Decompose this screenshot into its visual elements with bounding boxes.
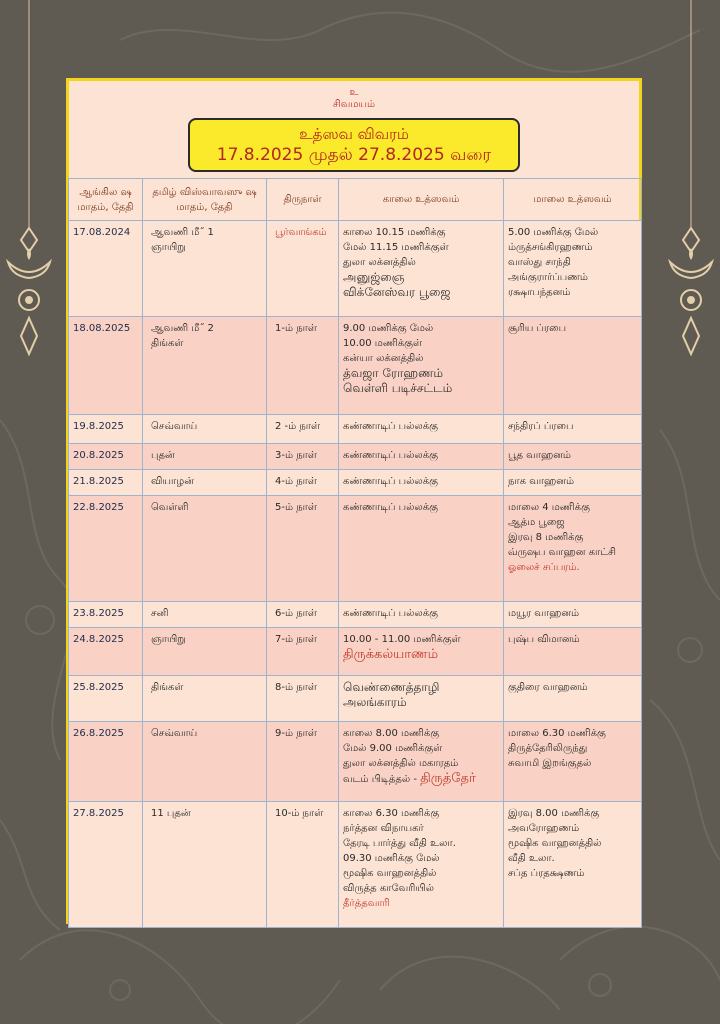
english-date: 17.08.2024 xyxy=(73,227,131,238)
morning-highlight: வெள்ளி படிச்சட்டம் xyxy=(343,381,453,395)
tamil-date: ஞாயிறு xyxy=(151,242,186,253)
english-date-cell xyxy=(69,415,143,444)
tamil-date: புதன் xyxy=(151,450,175,461)
evening-text: பூத வாஹனம் xyxy=(508,450,571,461)
english-date: 23.8.2025 xyxy=(73,608,124,619)
column-header-english-date: ஆங்கில ஷ மாதம், தேதி xyxy=(69,179,143,221)
morning-cell xyxy=(339,628,504,676)
tamil-date: வெள்ளி xyxy=(151,502,189,513)
column-header-day: திருநாள் xyxy=(267,179,339,221)
english-date-cell xyxy=(69,628,143,676)
morning-cell xyxy=(339,221,504,317)
morning-text: மூஷிக வாஹனத்தில் xyxy=(343,868,437,879)
morning-cell xyxy=(339,602,504,628)
morning-text: கண்ணாடிப் பல்லக்கு xyxy=(343,450,438,461)
english-date: 21.8.2025 xyxy=(73,476,124,487)
day-cell xyxy=(267,628,339,676)
evening-cell xyxy=(504,415,642,444)
festival-day: 4-ம் நாள் xyxy=(275,476,317,487)
morning-text: மேல் 9.00 மணிக்குள் xyxy=(343,743,443,754)
english-date-cell xyxy=(69,802,143,928)
oil-lamp-icon xyxy=(4,0,54,380)
tamil-date-cell xyxy=(143,676,267,722)
day-cell xyxy=(267,221,339,317)
morning-text: துலா லக்னத்தில் xyxy=(343,257,416,268)
evening-text: வீதி உலா. xyxy=(508,853,555,864)
tamil-date-cell xyxy=(143,415,267,444)
festival-day: 5-ம் நாள் xyxy=(275,502,317,513)
evening-text: மாலை 6.30 மணிக்கு xyxy=(508,728,606,739)
schedule-table xyxy=(68,178,642,928)
festival-day: 3-ம் நாள் xyxy=(275,450,317,461)
evening-text: இரவு 8.00 மணிக்கு xyxy=(508,808,600,819)
thiruther-highlight: திருத்தேர் xyxy=(420,771,476,786)
english-date-cell xyxy=(69,676,143,722)
festival-day: 9-ம் நாள் xyxy=(275,728,317,739)
evening-text: குதிரை வாஹனம் xyxy=(508,682,588,693)
om-symbol: உ xyxy=(349,87,359,98)
morning-text: காலை 8.00 மணிக்கு xyxy=(343,728,440,739)
morning-text: வடம் பிடித்தல் - xyxy=(343,774,421,785)
table-row xyxy=(69,444,642,470)
sivamayam-heading: சிவமயம் xyxy=(332,99,376,110)
english-date: 27.8.2025 xyxy=(73,808,124,819)
schedule-body xyxy=(69,221,642,928)
day-cell xyxy=(267,470,339,496)
tamil-date: செவ்வாய் xyxy=(151,421,198,432)
column-header-morning: காலை உத்ஸவம் xyxy=(339,179,504,221)
english-date-cell xyxy=(69,602,143,628)
evening-cell xyxy=(504,628,642,676)
morning-cell xyxy=(339,415,504,444)
morning-text: 9.00 மணிக்கு மேல் xyxy=(343,323,434,334)
english-date-cell xyxy=(69,221,143,317)
evening-highlight: சப்பரம். xyxy=(539,562,580,573)
theerthavari-highlight: தீர்த்தவாரி xyxy=(343,898,390,909)
evening-text: 5.00 மணிக்கு மேல் xyxy=(508,227,599,238)
evening-cell xyxy=(504,802,642,928)
morning-text: கண்ணாடிப் பல்லக்கு xyxy=(343,476,438,487)
day-cell xyxy=(267,444,339,470)
evening-text: சூரிய ப்ரபை xyxy=(508,323,567,334)
morning-text: துலா லக்னத்தில் மகாரதம் xyxy=(343,758,459,769)
english-date-cell xyxy=(69,496,143,602)
morning-text: தேரடி பார்த்து வீதி உலா. xyxy=(343,838,456,849)
morning-highlight: வெண்ணைத்தாழி xyxy=(343,680,440,694)
evening-text: அங்குரார்ப்பணம் xyxy=(508,272,588,283)
day-cell xyxy=(267,722,339,802)
tamil-date-cell xyxy=(143,470,267,496)
evening-text: ம்ருத்சங்கிரஹணம் xyxy=(508,242,593,253)
english-date: 26.8.2025 xyxy=(73,728,124,739)
english-date-cell xyxy=(69,470,143,496)
tamil-date: 11 புதன் xyxy=(151,808,191,819)
evening-text: புஷ்ப விமானம் xyxy=(508,634,580,645)
morning-highlight: அலங்காரம் xyxy=(343,695,407,709)
day-cell xyxy=(267,317,339,415)
evening-cell xyxy=(504,496,642,602)
page-title: உத்ஸவ விவரம் xyxy=(299,125,409,143)
morning-cell xyxy=(339,470,504,496)
festival-schedule-sheet xyxy=(66,78,642,924)
page-subtitle: 17.8.2025 முதல் 27.8.2025 வரை xyxy=(216,145,492,165)
evening-text: சுவாமி இறங்குதல் xyxy=(508,758,592,769)
evening-text: சந்திரப் ப்ரபை xyxy=(508,421,574,432)
tamil-date: திங்கள் xyxy=(151,338,184,349)
festival-day: 2 -ம் நாள் xyxy=(275,421,321,432)
table-row xyxy=(69,602,642,628)
tamil-date-cell xyxy=(143,802,267,928)
festival-day: பூர்வாங்கம் xyxy=(275,227,327,238)
evening-text: வாஸ்து சாந்தி xyxy=(508,257,571,268)
evening-text: வ்ருஷப வாஹன காட்சி xyxy=(508,547,616,558)
morning-text: விருத்த காவேரியில் xyxy=(343,883,434,894)
morning-text: 10.00 மணிக்குள் xyxy=(343,338,422,349)
table-row xyxy=(69,628,642,676)
morning-text: காலை 10.15 மணிக்கு xyxy=(343,227,446,238)
morning-last-line xyxy=(343,771,500,787)
morning-highlight: த்வஜா ரோஹணம் xyxy=(343,366,444,380)
tamil-date: வியாழன் xyxy=(151,476,194,487)
table-row xyxy=(69,221,642,317)
evening-cell xyxy=(504,470,642,496)
evening-cell xyxy=(504,444,642,470)
morning-text: நர்த்தன விநாயகர் xyxy=(343,823,424,834)
tamil-date-cell xyxy=(143,628,267,676)
tamil-date-cell xyxy=(143,496,267,602)
table-row xyxy=(69,722,642,802)
evening-text: மூஷிக வாஹனத்தில் xyxy=(508,838,602,849)
thirukalyanam-highlight: திருக்கல்யாணம் xyxy=(343,647,439,662)
evening-text: ஆத்ம பூஜை xyxy=(508,517,565,528)
tamil-date: ஆவணி மீ˝ 2 xyxy=(151,323,214,334)
day-cell xyxy=(267,802,339,928)
table-row xyxy=(69,415,642,444)
morning-text: மேல் 11.15 மணிக்குள் xyxy=(343,242,449,253)
tamil-date-cell xyxy=(143,317,267,415)
morning-text: கண்ணாடிப் பல்லக்கு xyxy=(343,608,438,619)
olai-sapparam-line xyxy=(508,560,638,575)
english-date-cell xyxy=(69,444,143,470)
festival-day: 10-ம் நாள் xyxy=(275,808,324,819)
tamil-date: செவ்வாய் xyxy=(151,728,198,739)
evening-cell xyxy=(504,317,642,415)
evening-text: நாக வாஹனம் xyxy=(508,476,575,487)
tamil-date-cell xyxy=(143,602,267,628)
tamil-date-cell xyxy=(143,722,267,802)
english-date: 18.08.2025 xyxy=(73,323,131,334)
table-row xyxy=(69,802,642,928)
table-row xyxy=(69,496,642,602)
day-cell xyxy=(267,676,339,722)
evening-text: ரக்ஷாபந்தனம் xyxy=(508,287,571,298)
morning-highlight: அனுஜ்ஞை xyxy=(343,270,405,284)
morning-cell xyxy=(339,802,504,928)
festival-day: 6-ம் நாள் xyxy=(275,608,317,619)
morning-highlight: விக்னேஸ்வர பூஜை xyxy=(343,285,451,299)
column-header-tamil-date: தமிழ் விஸ்வாவஸு ஷ மாதம், தேதி xyxy=(143,179,267,221)
evening-text: அவரோஹணம் xyxy=(508,823,580,834)
morning-text: காலை 6.30 மணிக்கு xyxy=(343,808,440,819)
evening-cell xyxy=(504,221,642,317)
evening-text: சப்த ப்ரதக்ஷணம் xyxy=(508,868,585,879)
morning-text: 09.30 மணிக்கு மேல் xyxy=(343,853,440,864)
table-row xyxy=(69,676,642,722)
morning-text: கண்ணாடிப் பல்லக்கு xyxy=(343,502,438,513)
festival-day: 8-ம் நாள் xyxy=(275,682,317,693)
festival-day: 7-ம் நாள் xyxy=(275,634,317,645)
evening-highlight: ஓலைச் xyxy=(508,562,540,573)
tamil-date: ஆவணி மீ˝ 1 xyxy=(151,227,214,238)
day-cell xyxy=(267,496,339,602)
oil-lamp-icon xyxy=(666,0,716,380)
tamil-date: ஞாயிறு xyxy=(151,634,186,645)
table-header-row xyxy=(69,179,642,221)
evening-cell xyxy=(504,602,642,628)
festival-day: 1-ம் நாள் xyxy=(275,323,317,334)
title-box xyxy=(188,118,520,172)
evening-cell xyxy=(504,722,642,802)
english-date-cell xyxy=(69,317,143,415)
evening-text: திருத்தேரிலிருந்து xyxy=(508,743,588,754)
english-date: 24.8.2025 xyxy=(73,634,124,645)
english-date: 22.8.2025 xyxy=(73,502,124,513)
english-date: 19.8.2025 xyxy=(73,421,124,432)
morning-text: கன்யா லக்னத்தில் xyxy=(343,353,424,364)
evening-cell xyxy=(504,676,642,722)
morning-text: கண்ணாடிப் பல்லக்கு xyxy=(343,421,438,432)
morning-cell xyxy=(339,496,504,602)
day-cell xyxy=(267,602,339,628)
evening-text: மயூர வாஹனம் xyxy=(508,608,580,619)
day-cell xyxy=(267,415,339,444)
tamil-date-cell xyxy=(143,444,267,470)
english-date-cell xyxy=(69,722,143,802)
tamil-date: சனி xyxy=(151,608,169,619)
table-row xyxy=(69,317,642,415)
tamil-date: திங்கள் xyxy=(151,682,184,693)
column-header-evening: மாலை உத்ஸவம் xyxy=(504,179,642,221)
tamil-date-cell xyxy=(143,221,267,317)
morning-text: 10.00 - 11.00 மணிக்குள் xyxy=(343,634,461,645)
morning-cell xyxy=(339,317,504,415)
evening-text: இரவு 8 மணிக்கு xyxy=(508,532,584,543)
morning-cell xyxy=(339,444,504,470)
table-row xyxy=(69,470,642,496)
morning-cell xyxy=(339,722,504,802)
evening-text: மாலை 4 மணிக்கு xyxy=(508,502,590,513)
morning-cell xyxy=(339,676,504,722)
english-date: 20.8.2025 xyxy=(73,450,124,461)
english-date: 25.8.2025 xyxy=(73,682,124,693)
